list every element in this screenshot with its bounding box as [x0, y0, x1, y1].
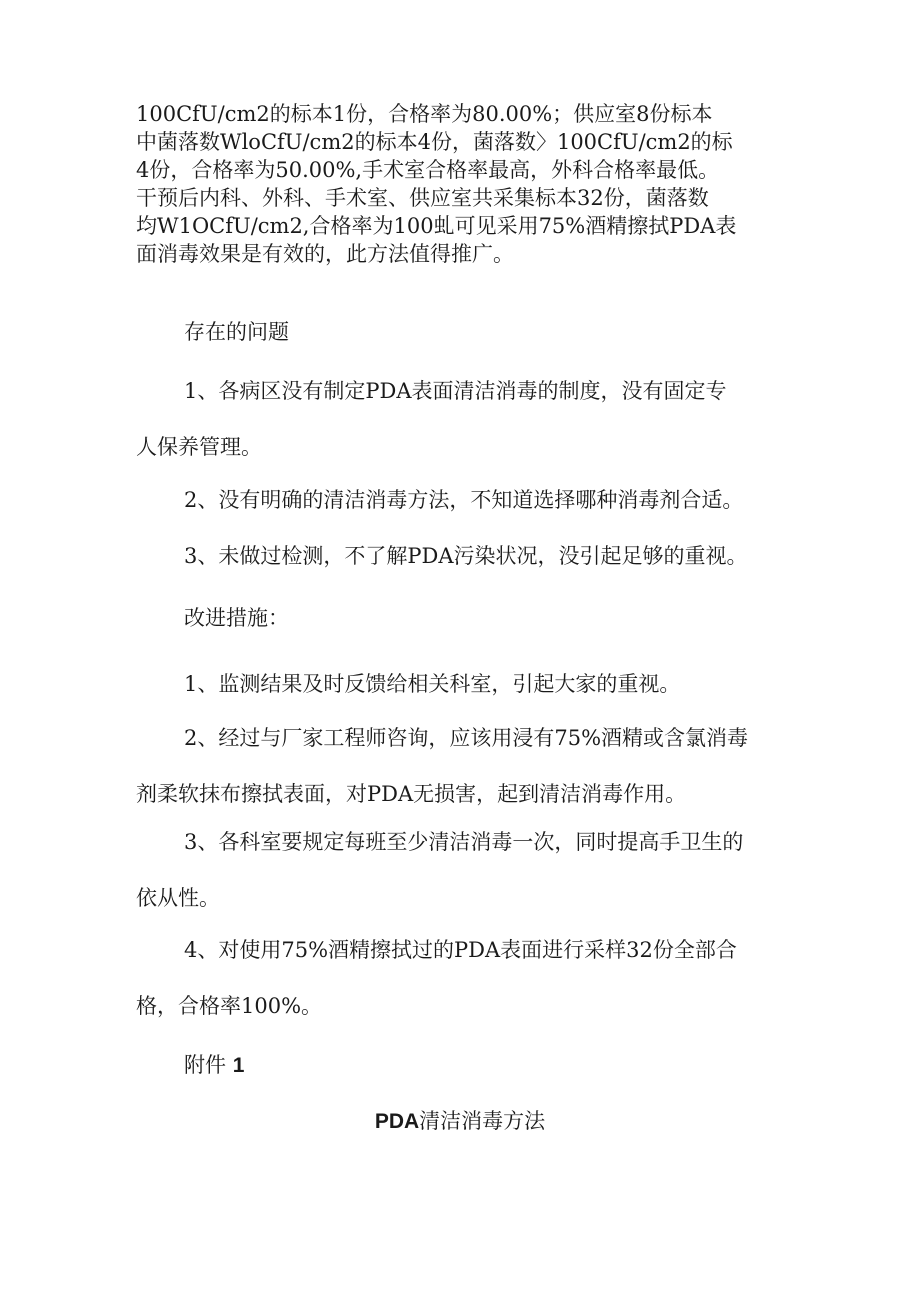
- intro-line: 100CfU/cm2的标本1份，合格率为80.00%；供应室8份标本: [136, 102, 713, 126]
- title-acronym: PDA: [374, 1110, 420, 1133]
- measures-heading: 改进措施：: [184, 606, 289, 630]
- attachment-label: [184, 1050, 244, 1081]
- measure-item: [136, 935, 796, 1021]
- problem-item: [136, 485, 796, 515]
- intro-line: 4份，合格率为50.00%,手术室合格率最高，外科合格率最低。: [136, 158, 720, 182]
- measure-item: [136, 669, 796, 699]
- intro-line: 中菌落数WloCfU/cm2的标本4份，菌落数〉100CfU/cm2的标: [136, 130, 733, 154]
- intro-line: 面消毒效果是有效的，此方法值得推广。: [136, 242, 514, 266]
- measure-item-line: 依从性。: [136, 886, 220, 910]
- problem-item: [136, 376, 796, 462]
- intro-line: 均W1OCfU/cm2,合格率为100虬可见采用75%酒精擦拭PDA表: [136, 214, 737, 238]
- intro-paragraph: [136, 100, 796, 268]
- problem-item-line: 2、没有明确的清洁消毒方法，不知道选择哪种消毒剂合适。: [184, 488, 744, 512]
- measure-item-line: 4、对使用75%酒精擦拭过的PDA表面进行采样32份全部合: [184, 938, 737, 962]
- attachment-number: 1: [232, 1054, 245, 1077]
- title-text: 清洁消毒方法: [419, 1109, 546, 1133]
- intro-line: 干预后内科、外科、手术室、供应室共采集标本32份，菌落数: [136, 186, 709, 210]
- measure-item-line: 2、经过与厂家工程师咨询，应该用浸有75%酒精或含氯消毒: [184, 726, 749, 750]
- attachment-text: 附件: [184, 1053, 226, 1077]
- measure-item-line: 格，合格率100%。: [136, 994, 323, 1018]
- measure-item-line: 1、监测结果及时反馈给相关科室，引起大家的重视。: [184, 672, 681, 696]
- measure-item-line: 3、各科室要规定每班至少清洁消毒一次，同时提高手卫生的: [184, 830, 744, 854]
- measure-item: [136, 827, 796, 913]
- measure-item: [136, 723, 796, 809]
- problems-heading: 存在的问题: [184, 320, 289, 344]
- problem-item-line: 人保养管理。: [136, 435, 262, 459]
- document-title: [0, 1106, 920, 1137]
- measure-item-line: 剂柔软抹布擦拭表面，对PDA无损害，起到清洁消毒作用。: [136, 782, 687, 806]
- problem-item-line: 3、未做过检测，不了解PDA污染状况，没引起足够的重视。: [184, 544, 748, 568]
- problem-item-line: 1、各病区没有制定PDA表面清洁消毒的制度，没有固定专: [184, 379, 727, 403]
- problem-item: [136, 541, 796, 571]
